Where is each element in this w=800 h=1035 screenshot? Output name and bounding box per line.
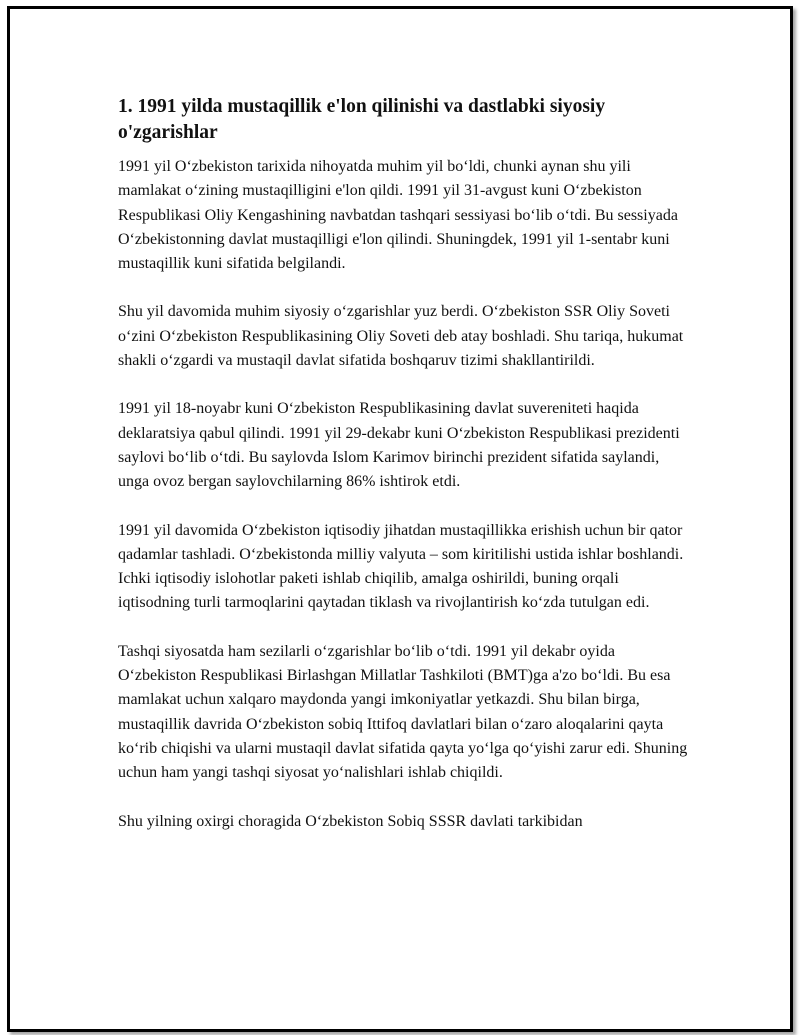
paragraph-independence: 1991 yil O‘zbekiston tarixida nihoyatda muhim yil bo‘ldi, chunki aynan shu yili mamlakat o‘zining mustaqilligini e'lon qildi. 1991 yil 31-avgust kuni O‘zbekiston Respublikasi Oliy Kengashining navbatdan tashqari sessiyasi bo‘lib o‘tdi. Bu sessiyada O‘zbekistonning davlat mustaqilligi e'lon qilindi. Shuningdek, 1991 yil 1-sentabr kuni mustaqillik kuni sifatida belgilandi. [118, 158, 678, 273]
paragraph-economy: 1991 yil davomida O‘zbekiston iqtisodiy jihatdan mustaqillikka erishish uchun bir qator qadamlar tashladi. O‘zbekistonda milliy valyuta – som kiritilishi ustida ishlar boshlandi. Ichki iqtisodiy islohotlar paketi ishlab chiqilib, amalga oshirildi, buning orqali iqtisodning turli tarmoqlarini qaytadan tiklash va rivojlantirish ko‘zda tutulgan edi. [118, 521, 684, 612]
section-heading: 1. 1991 yilda mustaqillik e'lon qilinishi va dastlabki siyosiy o'zgarishlar [118, 96, 606, 143]
paragraph-political-changes: Shu yil davomida muhim siyosiy o‘zgarishlar yuz berdi. O‘zbekiston SSR Oliy Soveti o‘zini O‘zbekiston Respublikasining Oliy Soveti deb atay boshladi. Shu tariqa, hukumat shakli o‘zgardi va mustaqil davlat sifatida boshqaruv tizimi shakllantirildi. [118, 303, 684, 370]
paragraph-foreign-policy: Tashqi siyosatda ham sezilarli o‘zgarishlar bo‘lib o‘tdi. 1991 yil dekabr oyida O‘zbekiston Respublikasi Birlashgan Millatlar Tashkiloti (BMT)ga a'zo bo‘ldi. Bu esa mamlakat uchun xalqaro maydonda yangi imkoniyatlar yetkazdi. Shu bilan birga, mustaqillik davrida O‘zbekiston sobiq Ittifoq davlatlari bilan o‘zaro aloqalarini qayta ko‘rib chiqishi va ularni mustaqil davlat sifatida qayta yo‘lga qo‘yishi zarur edi. Shuning uchun ham yangi tashqi siyosat yo‘nalishlari ishlab chiqildi. [118, 642, 688, 782]
document-body [118, 94, 690, 858]
paragraph-sovereignty-election: 1991 yil 18-noyabr kuni O‘zbekiston Respublikasining davlat suvereniteti haqida deklaratsiya qabul qilindi. 1991 yil 29-dekabr kuni O‘zbekiston Respublikasi prezidenti saylovi bo‘lib o‘tdi. Bu saylovda Islom Karimov birinchi prezident sifatida saylandi, unga ovoz bergan saylovchilarning 86% ishtirok etdi. [118, 400, 680, 491]
paragraph-last-quarter: Shu yilning oxirgi choragida O‘zbekiston Sobiq SSSR davlati tarkibidan [118, 812, 583, 830]
